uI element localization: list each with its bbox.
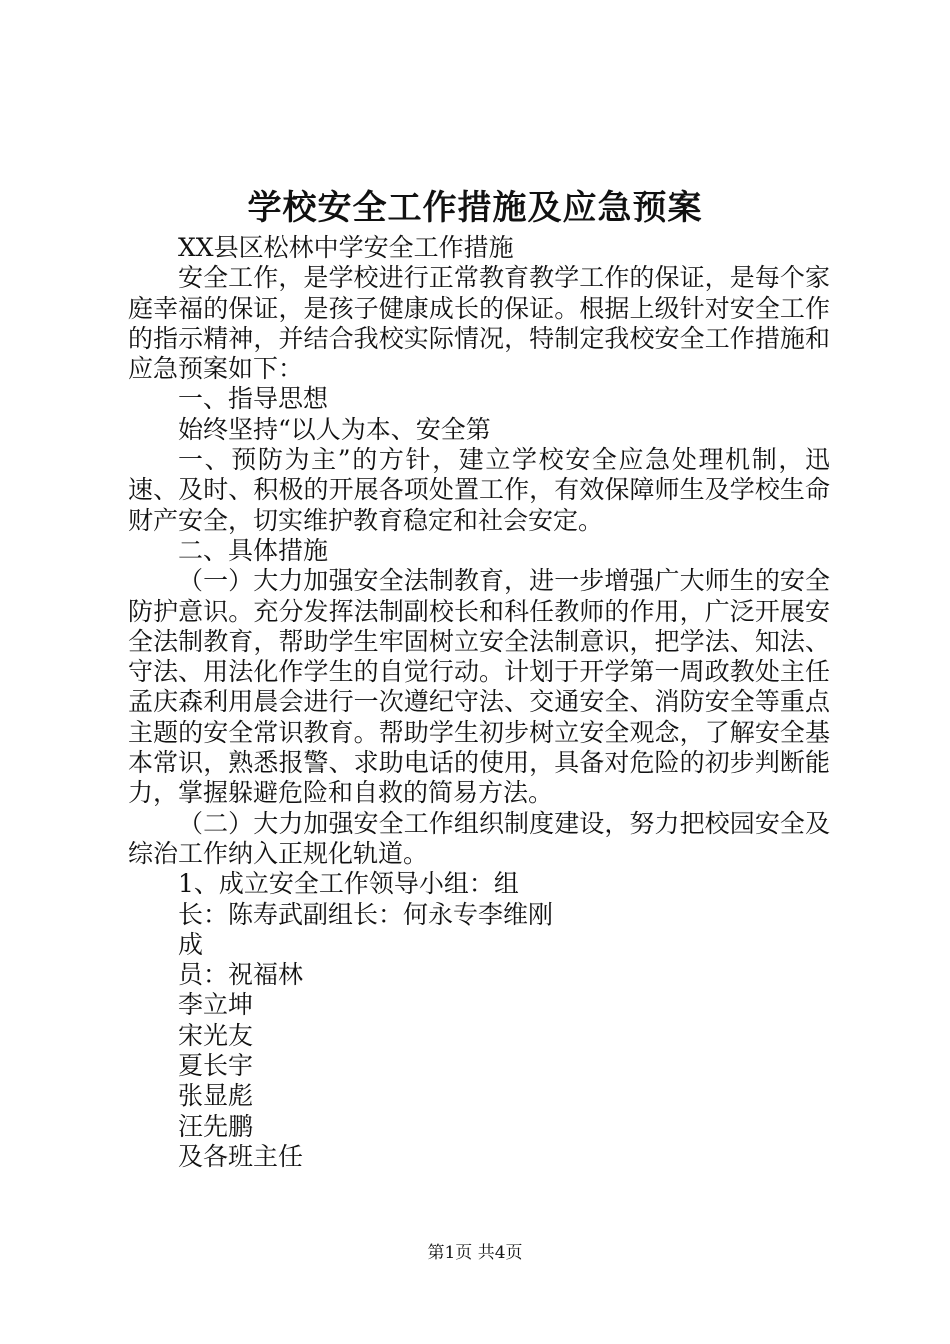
measure-one-paragraph: （一）大力加强安全法制教育，进一步增强广大师生的安全防护意识。充分发挥法制副校长和科任教师的作用，广泛开展安全法制教育，帮助学生牢固树立安全法制意识，把学法、知法、守法、用法化作学生的自觉行动。计划于开学第一周政教处主任孟庆森利用晨会进行一次遵纪守法、交通安全、消防安全等重点主题的安全常识教育。帮助学生初步树立安全观念，了解安全基本常识，熟悉报警、求助电话的使用，具备对危险的初步判断能力，掌握躲避危险和自救的简易方法。 [128, 566, 830, 808]
member-line: 汪先鹏 [178, 1111, 254, 1141]
school-heading: XX县区松林中学安全工作措施 [178, 233, 514, 262]
page-indicator: 第1页 共4页 [427, 1243, 523, 1263]
member-line: 张显彪 [178, 1081, 254, 1111]
members-label-line: 成 [178, 929, 204, 959]
member-line: 李立坤 [178, 990, 254, 1020]
guiding-line: 始终坚持“以人为本、安全第 [178, 414, 491, 444]
member-line: 及各班主任 [178, 1141, 304, 1171]
member-line: 员：祝福林 [178, 960, 304, 990]
member-line: 宋光友 [178, 1020, 254, 1050]
member-line: 夏长宇 [178, 1051, 254, 1081]
section-heading-guiding: 一、指导思想 [178, 384, 329, 414]
section-heading-measures: 二、具体措施 [178, 535, 329, 565]
leaders-line: 长：陈寿武副组长：何永专李维刚 [178, 899, 554, 929]
document-title: 学校安全工作措施及应急预案 [247, 188, 703, 228]
document-body [128, 233, 830, 1172]
guiding-paragraph: 一、预防为主”的方针，建立学校安全应急处理机制，迅速、及时、积极的开展各项处置工作，有效保障师生及学校生命财产安全，切实维护教育稳定和社会安定。 [128, 445, 830, 535]
leadership-group-line: 1、成立安全工作领导小组：组 [178, 869, 519, 899]
intro-paragraph: 安全工作，是学校进行正常教育教学工作的保证，是每个家庭幸福的保证，是孩子健康成长的保证。根据上级针对安全工作的指示精神，并结合我校实际情况，特制定我校安全工作措施和应急预案如下： [128, 263, 830, 384]
measure-two-paragraph: （二）大力加强安全工作组织制度建设，努力把校园安全及综治工作纳入正规化轨道。 [128, 808, 830, 868]
